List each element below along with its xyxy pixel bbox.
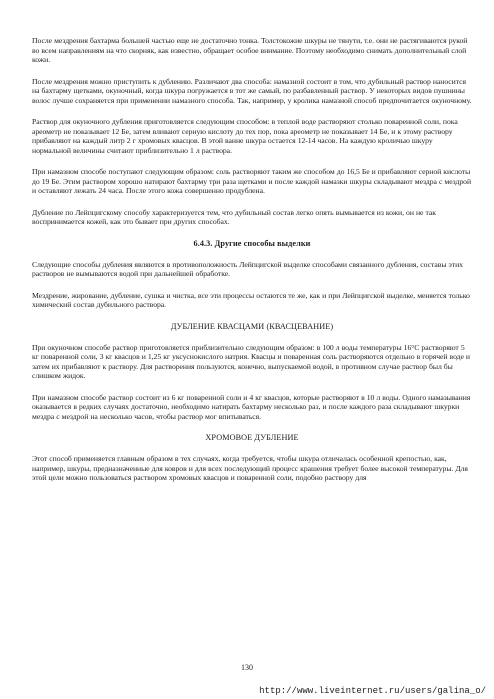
- page-body: [32, 36, 472, 495]
- watermark-url: http://www.liveinternet.ru/users/galina_o/: [259, 686, 486, 696]
- paragraph: При намазном способе поступают следующим образом: соль растворяют таким же способом до 16,5 Бе и прибавляют серной кислоты до 19 Бе. Этим раствором хорошо натирают бахтарму три раза щетками и после каждой намазки шкуры складывают мездра с мездрой и оставляют лежать 24 часа. После этого кожа совершенно продублена.: [32, 167, 472, 195]
- paragraph: Этот способ применяется главным образом в тех случаях, когда требуется, чтобы шкура отличалась особенной крепостью, как, например, шкуры, предназначенные для ковров и для всех последующий процесс крашения требует более высокой температуры. Для этой цели можно пользоваться раствором хромовых квасцов и поваренной соли, подобно раствору для: [32, 454, 468, 482]
- paragraph: Мездрение, жирование, дубление, сушка и чистка, все эти процессы остаются те же, как и при Лейпцигской выделке, меняется только химический состав дубильного раствора.: [32, 290, 470, 309]
- paragraph: Следующие способы дубления являются в противоположность Лейпцигской выделке способами связанного дубления, составы этих растворов не вымываются водой при дальнейшей обработке.: [32, 259, 463, 278]
- heading-alum-tanning: ДУБЛЕНИЕ КВАСЦАМИ (КВАСЦЕВАНИЕ): [170, 321, 334, 331]
- paragraph: Дубление по Лейпцигскому способу характеризуется тем, что дубильный состав легко опять вымывается из кожи, он не так воспринимается кожей, как это бывает при других способах.: [32, 207, 436, 226]
- paragraph: Раствор для окуночного дубления приготовляется следующим способом: в теплой воде растворяют столько поваренной соли, пока ареометр не показывает 12 Бе, затем вливают серную кислоту до тех пор, пока ареометр не показывает 14 Бе, и к этому раствору прибавляют на каждый литр 2 г хромовых квасцов. В этой ванне шкура остается 12-14 часов. На каждую кроличью шкуру нормальной величины считают приблизительно 1 л раствора.: [32, 117, 458, 155]
- paragraph: При намазном способе раствор состоит из 6 кг поваренной соли и 4 кг квасцов, которые растворяют в 10 л воды. Одного намазывания оказывается в редких случаях достаточно, необходимо натирать бахтарму несколько раз, и после каждого раза складывают шкурки мездра с мездрой на несколько часов, чтобы раствор мог впитываться.: [32, 392, 471, 421]
- paragraph: После мездрения бахтарма большей частью еще не достаточно тонка. Толстокожие шкуры не тянути, т.е. они не растягиваются рукой во всем направлениям на что скорняк, как известно, обращает особое внимание. Поэтому необходимо снимать дополнительный слой кожи.: [32, 36, 468, 64]
- section-heading-6-4-3: 6.4.3. Другие способы выделки: [193, 238, 311, 248]
- page-number: 130: [241, 663, 253, 672]
- paragraph: После мездрения можно приступить к дублению. Различают два способа: намазной состоит в том, что дубильный раствор наносится на бахтарму щетками, окуночный, когда шкура погружается в тот же самый, по разбавленный раствор. У некоторых видов пушнины волос лучше сохраняется при применении намазного способа. Так, например, у кролика намазной способ предпочитается окуночному.: [32, 76, 472, 105]
- heading-chrome-tanning: ХРОМОВОЕ ДУБЛЕНИЕ: [205, 433, 299, 442]
- paragraph: При окуночном способе раствор приготовляется приблизительно следующим образом: в 100 л воды температуры 16°С растворяют 5 кг поваренной соли, 3 кг квасцов и 1,25 кг уксуснокислого натрия. Квасцы и поваренная соль растворяются отдельно в горячей воде и затем их прибавляют к раствору. Для растворения пользуются, конечно, выпускаемой водой, в противном случае раствор был бы слишком жидок.: [32, 342, 470, 380]
